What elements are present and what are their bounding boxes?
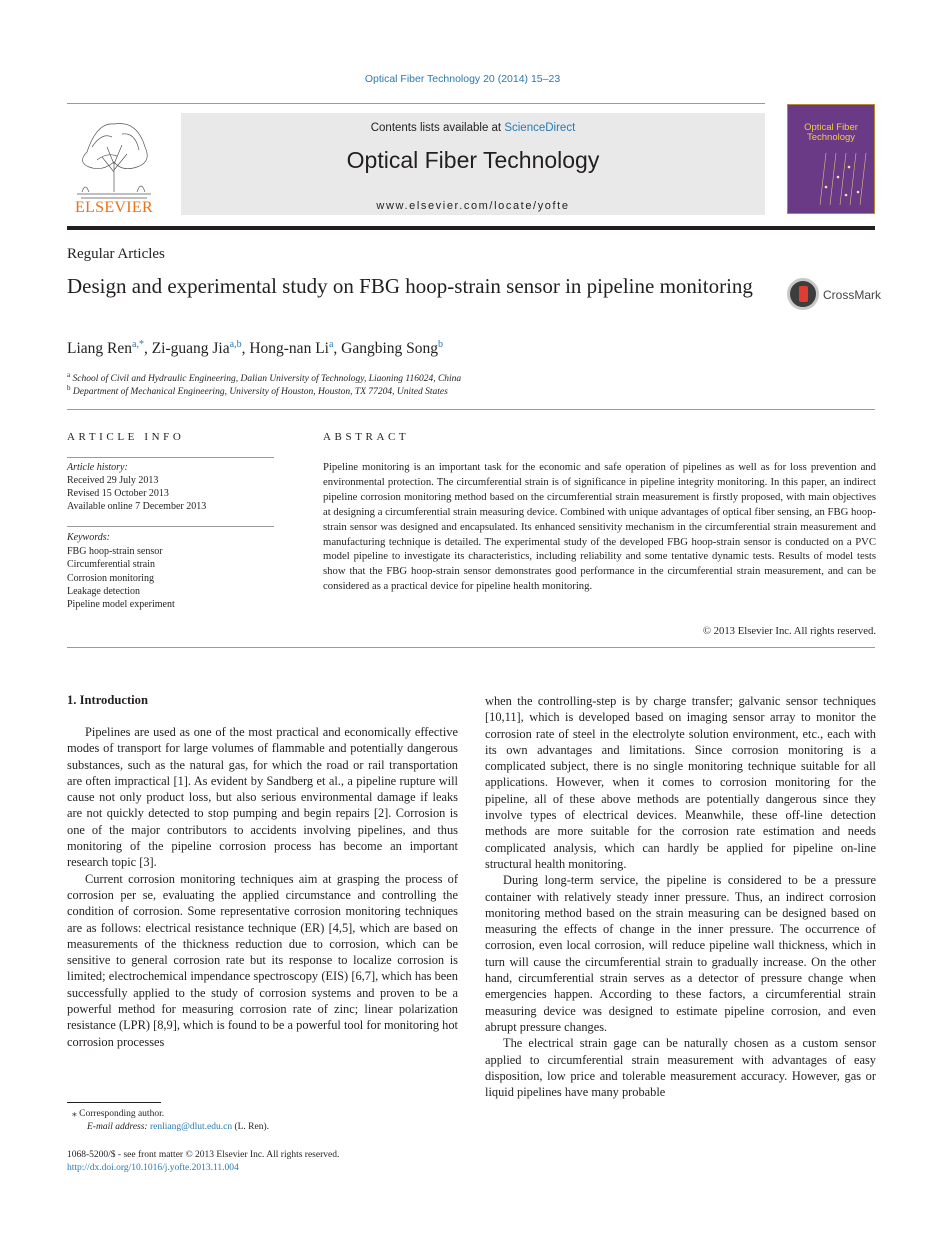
journal-cover-thumbnail[interactable] [787,104,875,214]
body-paragraph: when the controlling-step is by charge transfer; galvanic sensor techniques [10,11], which is developed based on imaging sensor array to monitor the corrosion rate of steel in the electrolyte solution environment, etc., each with its own advantages and limitations. Since corrosion monitoring is a complicated subject, there is no single monitoring technique suitable for all applications. However, when it comes to corrosion monitoring for the pipeline, all of these above methods are potentially dangerous since they involve types of electrical devices. Meanwhile, these off-line detection methods are more suitable for the corrosion rate estimation and needs complicated analysis, which can hardly be applied for pipeline on-line structural health monitoring. [485,694,876,871]
section-heading: 1. Introduction [67,693,148,707]
affiliation-sup: b [67,384,71,392]
cover-art [816,147,868,207]
abstract-heading: ABSTRACT [323,431,410,443]
doi-link[interactable]: http://dx.doi.org/10.1016/j.yofte.2013.11.004 [67,1163,239,1173]
body-column-left [67,724,458,1050]
body-paragraph: Current corrosion monitoring techniques aim at grasping the process of corrosion per se, evaluating the applied circumstance and controlling the condition of corrosion. Some representative corrosion monitoring techniques are as follows: electrical resistance technique (ER) [4,5], which are based on measurements of the thickness reduction due to corrosion, which can be sensitive to general corrosion rate but its response to localize corrosion is limited; electrochemical impendance spectroscopy (EIS) [6,7], which has been successfully applied to the study of corrosion systems and proven to be a powerful method for measuring corrosion rate of zinc; linear polarization resistance (LPR) [8,9], which is found to be a powerful tool for monitoring hot corrosion processes [67,871,458,1049]
author-affiliation-sup[interactable]: a,b [229,339,242,350]
revised-date: Revised 15 October 2013 [67,488,169,499]
keyword: Pipeline model experiment [67,599,175,610]
contents-line [181,122,765,134]
history-label: Article history: [67,462,128,473]
body-column-right [485,693,876,1100]
affiliation-sup: a [67,371,71,379]
author-name[interactable]: Zi-guang Jia [151,340,230,358]
crossmark-icon [787,278,819,310]
keyword: FBG hoop-strain sensor [67,546,163,557]
journal-url[interactable]: www.elsevier.com/locate/yofte [376,200,570,212]
author-affiliation-sup[interactable]: a,* [132,339,144,350]
crossmark-label: CrossMark [823,288,882,302]
author-name[interactable]: Liang Ren [67,340,132,358]
corresponding-author-note: ⁎ Corresponding author. [72,1109,165,1119]
affiliation-a [67,371,461,384]
online-date: Available online 7 December 2013 [67,501,207,512]
crossmark-badge[interactable] [787,278,882,312]
elsevier-wordmark: ELSEVIER [75,199,153,216]
keyword: Corrosion monitoring [67,573,154,584]
sciencedirect-link[interactable]: ScienceDirect [504,122,576,134]
header-thick-rule [67,226,875,230]
journal-name: Optical Fiber Technology [346,147,600,173]
received-date: Received 29 July 2013 [67,475,159,486]
body-paragraph: Pipelines are used as one of the most practical and economically effective modes of transport for large volumes of flammable and potentially dangerous substances, such as the natural gas, for which the road or rail transportation are often impractical [1]. As evident by Sandberg et al., a pipeline rupture will cause not only product loss, but also serious environmental damage if leaks are not quickly detected to stop pumping and begin repairs [2]. Corrosion is one of the major contributors to accidents involving pipelines, and thus monitoring of the pipeline corrosion process has become an important research topic [3]. [67,725,458,870]
cover-title-line2: Technology [806,132,856,143]
abstract-copyright: © 2013 Elsevier Inc. All rights reserved. [702,625,876,637]
email-footnote [87,1122,269,1132]
author-list: Liang Ren$^{a,*}$, Zi-guang Jia$^{a,b}$, Hong-nan Li$^a$, Gangbing Song$^b$ [67,339,444,358]
journal-reference[interactable]: Optical Fiber Technology 20 (2014) 15–23 [364,73,561,85]
body-paragraph: The electrical strain gage can be naturally chosen as a custom sensor applied to circumferential strain measurement with advantages of easy disposition, low price and tolerable measurement accuracy. However, gas or liquid pipelines have many probable [485,1036,876,1100]
crossmark-bookmark-icon [799,286,808,302]
article-section-label: Regular Articles [67,246,165,262]
email-label: E-mail address: [87,1122,150,1132]
author-affiliation-sup[interactable]: a [328,339,334,350]
author-name[interactable]: Hong-nan Li [249,340,329,358]
footnote-rule [67,1102,161,1103]
abstract-body: Pipeline monitoring is an important task for the economic and safe operation of pipelines as well as for loss prevention and environmental protection. The circumferential strain is of significance in pipeline integrity monitoring. In this paper, an indirect pipeline corrosion monitoring method based on the circumferential strain measurement is firstly proposed, with main objectives at designing a circumferential strain measuring device. Combined with unique advantages of optical fiber sensing, an FBG hoop-strain sensor was designed and encapsulated. Its enhanced sensitivity mechanism in the circumferential strain measurement and manufacturing technique is detailed. The experimental study of the developed FBG hoop-strain sensor is conducted on a PVC model pipeline to investigate its characteristics, including reliability and some tentative dynamic tests. Results of model tests show that the FBG hoop-strain sensor demonstrates good performance in the circumferential strain measurement, and can be considered as a practical device for pipeline health monitoring. [323,461,876,593]
contents-prefix: Contents lists available at [370,122,505,134]
divider [67,457,274,458]
keywords-label: Keywords: [67,532,110,543]
body-paragraph: During long-term service, the pipeline is considered to be a pressure container with relatively steady inner pressure. Thus, an indirect corrosion monitoring method based on the strain measuring can be designed based on measuring the effects of change in the inner pressure. The occurrence of corrosion, even local corrosion, will reduce pipeline wall thickness, which in turn will cause the circumferential strain to gradually increase. On the other hand, circumferential strain serves as a detector of pressure change when emergencies happen. According to these factors, a circumferential strain measuring device was designed to estimate pipeline corrosion, and even abrupt pressure changes. [485,873,876,1034]
journal-masthead [181,113,765,215]
affiliation-text: Department of Mechanical Engineering, University of Houston, Houston, TX 77204, United States [72,387,448,398]
divider [67,526,274,527]
author-affiliation-sup[interactable]: b [438,339,444,350]
cover-title-line1: Optical Fiber [804,122,858,133]
article-title: Design and experimental study on FBG hoop-strain sensor in pipeline monitoring [67,274,753,298]
affiliation-text: School of Civil and Hydraulic Engineering, Dalian University of Technology, Liaoning 116024, China [72,374,462,385]
author-name[interactable]: Gangbing Song [341,340,439,358]
email-link[interactable]: renliang@dlut.edu.cn [149,1122,233,1132]
keyword: Circumferential strain [67,559,156,570]
cover-title [788,123,874,143]
affiliation-b [67,384,448,397]
divider [67,409,875,410]
email-suffix: (L. Ren). [232,1122,270,1132]
divider [67,647,875,648]
article-info-heading: ARTICLE INFO [67,431,185,443]
issn-line: 1068-5200/$ - see front matter © 2013 Elsevier Inc. All rights reserved. [67,1150,340,1160]
keyword: Leakage detection [67,586,141,597]
top-rule [67,103,765,104]
